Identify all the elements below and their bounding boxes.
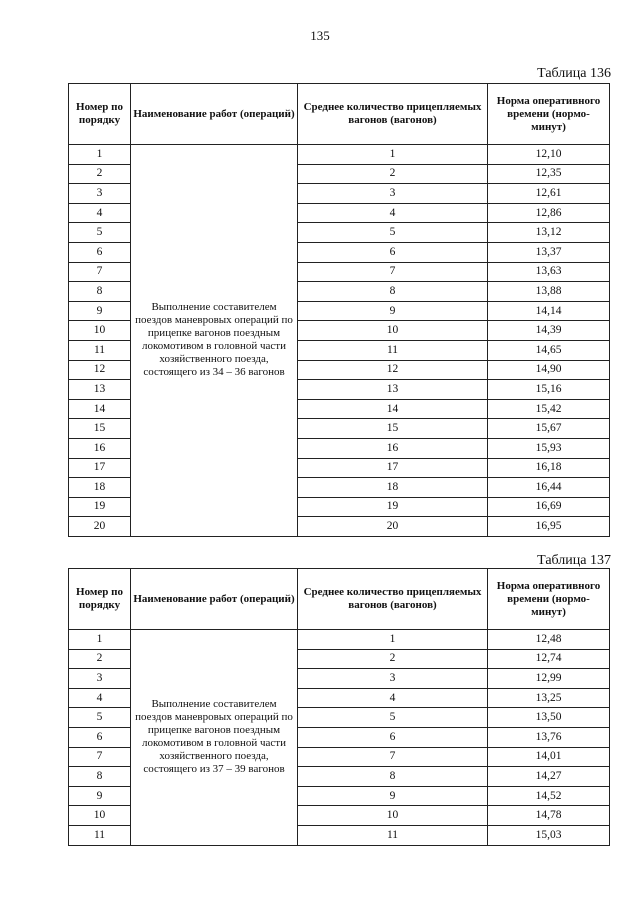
- norm-table-136: [68, 83, 610, 537]
- norm-time: 13,76: [488, 727, 610, 747]
- row-number: 3: [69, 184, 131, 204]
- row-number: 8: [69, 767, 131, 787]
- norm-time: 14,52: [488, 786, 610, 806]
- norm-time: 14,14: [488, 301, 610, 321]
- table-body: [69, 630, 610, 846]
- row-number: 2: [69, 649, 131, 669]
- wagon-count: 14: [298, 399, 488, 419]
- row-number: 4: [69, 688, 131, 708]
- row-number: 5: [69, 223, 131, 243]
- wagon-count: 17: [298, 458, 488, 478]
- norm-time: 16,18: [488, 458, 610, 478]
- header-count: Среднее количество прицепляемых вагонов (вагонов): [298, 569, 488, 630]
- row-number: 20: [69, 517, 131, 537]
- wagon-count: 7: [298, 747, 488, 767]
- norm-time: 12,61: [488, 184, 610, 204]
- norm-time: 16,44: [488, 478, 610, 498]
- table-row: [69, 630, 610, 650]
- norm-time: 16,95: [488, 517, 610, 537]
- wagon-count: 9: [298, 786, 488, 806]
- norm-time: 12,35: [488, 164, 610, 184]
- row-number: 3: [69, 669, 131, 689]
- wagon-count: 7: [298, 262, 488, 282]
- row-number: 1: [69, 145, 131, 165]
- row-number: 6: [69, 242, 131, 262]
- page-number: 135: [310, 28, 330, 43]
- norm-time: 13,50: [488, 708, 610, 728]
- norm-time: 12,48: [488, 630, 610, 650]
- wagon-count: 8: [298, 282, 488, 302]
- norm-time: 14,01: [488, 747, 610, 767]
- wagon-count: 3: [298, 669, 488, 689]
- row-number: 16: [69, 438, 131, 458]
- row-number: 9: [69, 301, 131, 321]
- wagon-count: 3: [298, 184, 488, 204]
- header-desc: Наименование работ (операций): [131, 569, 298, 630]
- wagon-count: 4: [298, 688, 488, 708]
- norm-time: 14,78: [488, 806, 610, 826]
- norm-time: 12,86: [488, 203, 610, 223]
- wagon-count: 11: [298, 825, 488, 845]
- row-number: 7: [69, 747, 131, 767]
- table-row: [69, 145, 610, 165]
- wagon-count: 12: [298, 360, 488, 380]
- wagon-count: 4: [298, 203, 488, 223]
- row-number: 10: [69, 321, 131, 341]
- row-number: 9: [69, 786, 131, 806]
- wagon-count: 10: [298, 806, 488, 826]
- norm-table-137: [68, 568, 610, 846]
- norm-time: 16,69: [488, 497, 610, 517]
- header-norm: Норма оперативного времени (нормо-минут): [488, 569, 610, 630]
- wagon-count: 5: [298, 708, 488, 728]
- row-number: 11: [69, 825, 131, 845]
- row-number: 6: [69, 727, 131, 747]
- row-number: 5: [69, 708, 131, 728]
- table-body: [69, 145, 610, 537]
- header-count: Среднее количество прицепляемых вагонов (вагонов): [298, 84, 488, 145]
- row-number: 2: [69, 164, 131, 184]
- operation-description: Выполнение составителем поездов маневровых операций по прицепке вагонов поездным локомотивом в головной части хозяйственного поезда, состоящего из 34 – 36 вагонов: [131, 145, 298, 537]
- header-num: Номер по порядку: [69, 569, 131, 630]
- wagon-count: 6: [298, 242, 488, 262]
- norm-time: 13,63: [488, 262, 610, 282]
- row-number: 12: [69, 360, 131, 380]
- norm-time: 13,25: [488, 688, 610, 708]
- norm-time: 15,42: [488, 399, 610, 419]
- row-number: 13: [69, 380, 131, 400]
- norm-time: 13,37: [488, 242, 610, 262]
- header-desc: Наименование работ (операций): [131, 84, 298, 145]
- row-number: 17: [69, 458, 131, 478]
- header-norm: Норма оперативного времени (нормо-минут): [488, 84, 610, 145]
- norm-time: 12,99: [488, 669, 610, 689]
- header-num: Номер по порядку: [69, 84, 131, 145]
- row-number: 8: [69, 282, 131, 302]
- norm-time: 13,12: [488, 223, 610, 243]
- row-number: 1: [69, 630, 131, 650]
- norm-time: 15,93: [488, 438, 610, 458]
- norm-time: 12,74: [488, 649, 610, 669]
- wagon-count: 9: [298, 301, 488, 321]
- norm-time: 15,67: [488, 419, 610, 439]
- table-caption-136: Таблица 136: [537, 66, 611, 81]
- row-number: 14: [69, 399, 131, 419]
- row-number: 15: [69, 419, 131, 439]
- wagon-count: 16: [298, 438, 488, 458]
- norm-time: 14,90: [488, 360, 610, 380]
- wagon-count: 2: [298, 649, 488, 669]
- wagon-count: 1: [298, 630, 488, 650]
- norm-time: 14,27: [488, 767, 610, 787]
- wagon-count: 6: [298, 727, 488, 747]
- operation-description: Выполнение составителем поездов маневровых операций по прицепке вагонов поездным локомотивом в головной части хозяйственного поезда, состоящего из 37 – 39 вагонов: [131, 630, 298, 846]
- norm-time: 14,39: [488, 321, 610, 341]
- row-number: 19: [69, 497, 131, 517]
- wagon-count: 10: [298, 321, 488, 341]
- table-caption-137: Таблица 137: [537, 553, 611, 568]
- norm-time: 14,65: [488, 340, 610, 360]
- wagon-count: 20: [298, 517, 488, 537]
- wagon-count: 11: [298, 340, 488, 360]
- table-header-row: [69, 84, 610, 145]
- wagon-count: 15: [298, 419, 488, 439]
- wagon-count: 13: [298, 380, 488, 400]
- wagon-count: 19: [298, 497, 488, 517]
- wagon-count: 2: [298, 164, 488, 184]
- row-number: 7: [69, 262, 131, 282]
- wagon-count: 8: [298, 767, 488, 787]
- wagon-count: 18: [298, 478, 488, 498]
- wagon-count: 1: [298, 145, 488, 165]
- row-number: 10: [69, 806, 131, 826]
- norm-time: 12,10: [488, 145, 610, 165]
- table-header-row: [69, 569, 610, 630]
- row-number: 18: [69, 478, 131, 498]
- norm-time: 13,88: [488, 282, 610, 302]
- norm-time: 15,16: [488, 380, 610, 400]
- norm-time: 15,03: [488, 825, 610, 845]
- wagon-count: 5: [298, 223, 488, 243]
- row-number: 11: [69, 340, 131, 360]
- row-number: 4: [69, 203, 131, 223]
